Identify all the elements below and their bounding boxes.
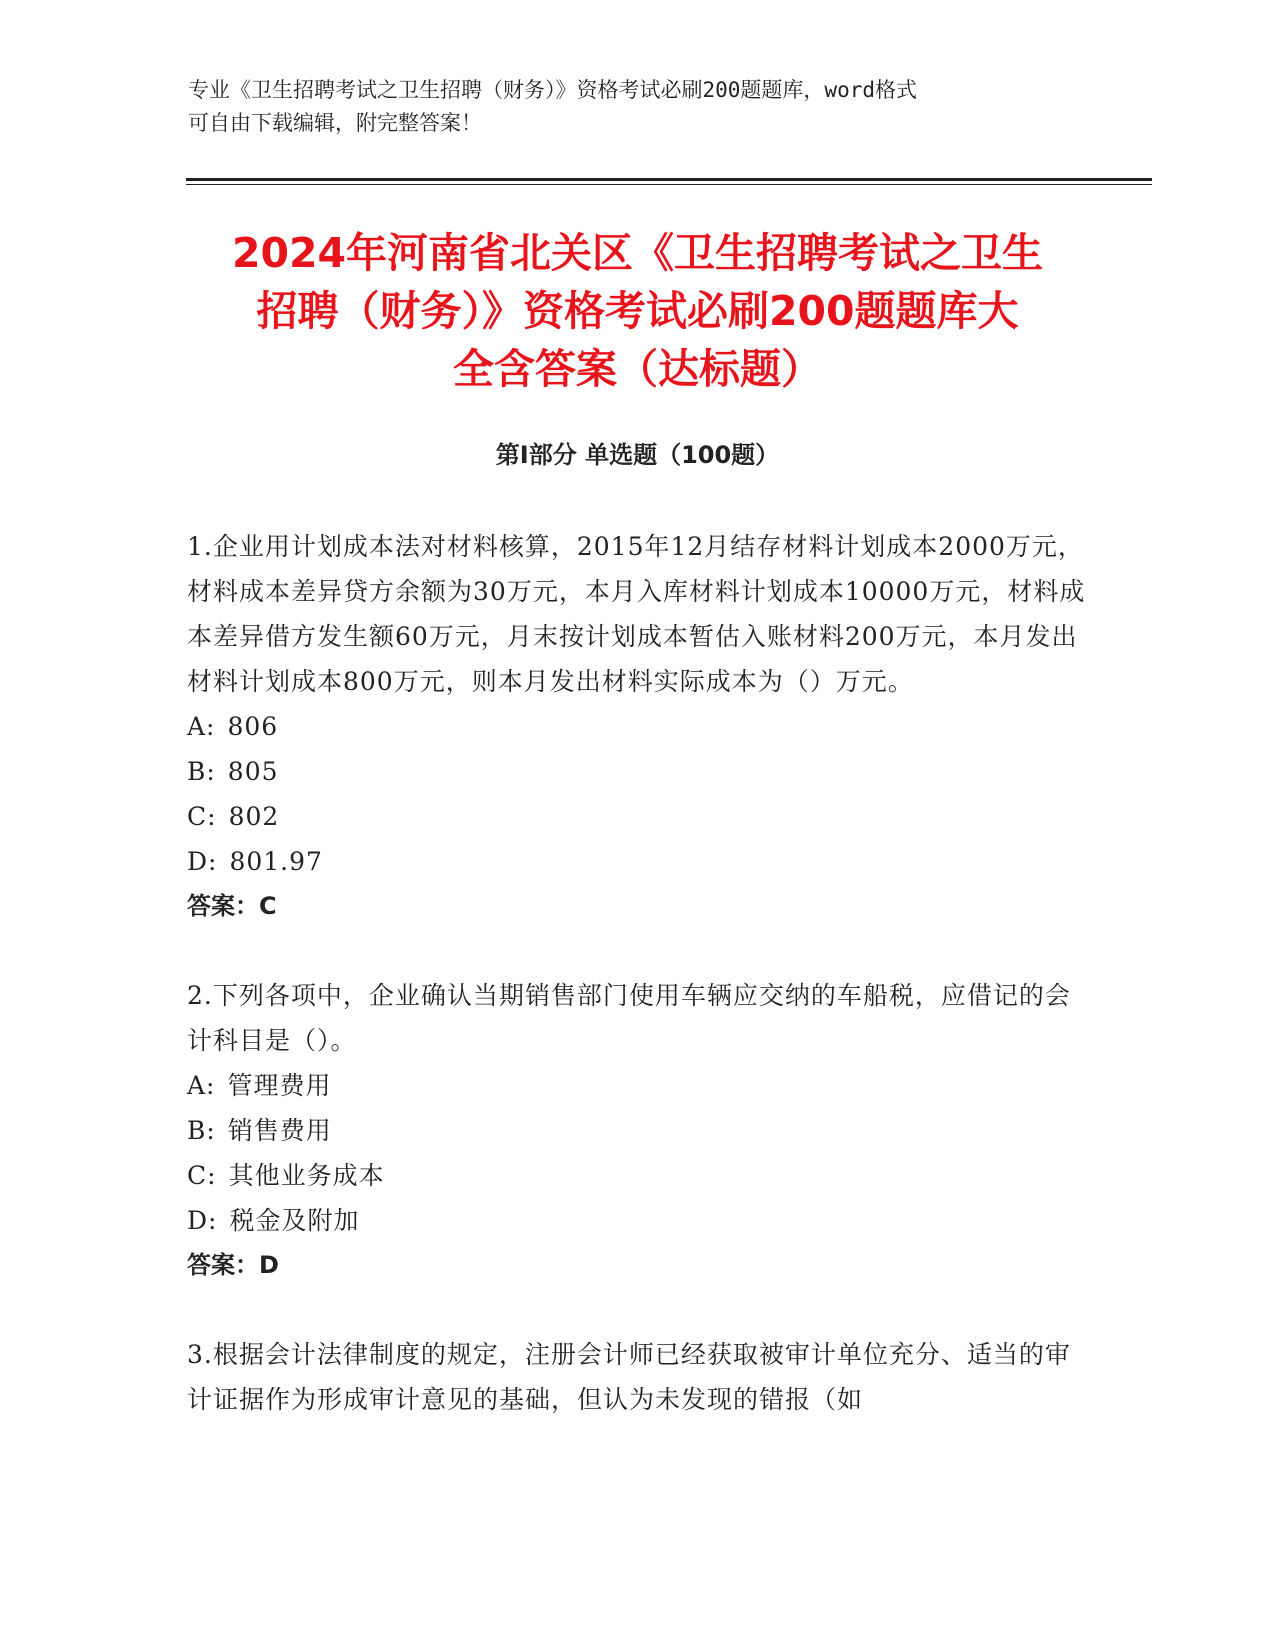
option-c: [187, 794, 1087, 839]
option-value: 管理费用: [227, 1071, 332, 1100]
option-a: [187, 704, 1087, 749]
option-a: [187, 1063, 1087, 1108]
question-list: [187, 524, 1087, 1466]
option-key: A:: [187, 1071, 216, 1100]
option-value: 805: [227, 757, 279, 786]
option-b: [187, 749, 1087, 794]
option-key: A:: [187, 712, 216, 741]
header-note-line-2: 可自由下载编辑，附完整答案！: [188, 111, 482, 135]
option-c: [187, 1153, 1087, 1198]
header-note: [188, 74, 1088, 140]
answer-line: 答案：C: [187, 892, 277, 920]
option-key: C:: [187, 1161, 217, 1190]
question-text: 1.企业用计划成本法对材料核算，2015年12月结存材料计划成本2000万元，材料成本差异贷方余额为30万元，本月入库材料计划成本10000万元，材料成本差异借方发生额60万元，月末按计划成本暂估入账材料200万元，本月发出材料计划成本800万元，则本月发出材料实际成本为（）万元。: [187, 532, 1086, 696]
answer-line: 答案：D: [187, 1251, 279, 1279]
option-key: D:: [187, 1206, 218, 1235]
option-key: B:: [187, 757, 216, 786]
option-value: 801.97: [229, 847, 323, 876]
option-key: C:: [187, 802, 217, 831]
title-line-3: 全含答案（达标题）: [453, 345, 822, 393]
document-title: [170, 224, 1105, 398]
title-line-2: 招聘（财务）》资格考试必刷200题题库大: [256, 287, 1019, 335]
option-d: [187, 1198, 1087, 1243]
question-text: 3.根据会计法律制度的规定，注册会计师已经获取被审计单位充分、适当的审计证据作为形成审计意见的基础，但认为未发现的错报（如: [187, 1340, 1071, 1414]
header-rule-thin: [186, 184, 1152, 185]
question-3: [187, 1332, 1087, 1422]
option-value: 802: [228, 802, 280, 831]
header-note-line-1: 专业《卫生招聘考试之卫生招聘（财务）》资格考试必刷200题题库，word格式: [188, 78, 917, 102]
option-b: [187, 1108, 1087, 1153]
section-heading: 第I部分 单选题（100题）: [495, 441, 780, 469]
option-key: B:: [187, 1116, 216, 1145]
header-rule-thick: [186, 178, 1152, 181]
option-value: 税金及附加: [229, 1206, 360, 1235]
title-line-1: 2024年河南省北关区《卫生招聘考试之卫生: [231, 229, 1044, 277]
option-value: 销售费用: [227, 1116, 332, 1145]
option-value: 806: [227, 712, 279, 741]
question-text: 2.下列各项中，企业确认当期销售部门使用车辆应交纳的车船税，应借记的会计科目是（）。: [187, 981, 1071, 1055]
option-value: 其他业务成本: [228, 1161, 385, 1190]
option-key: D:: [187, 847, 218, 876]
question-2: [187, 973, 1087, 1288]
option-d: [187, 839, 1087, 884]
question-1: [187, 524, 1087, 929]
